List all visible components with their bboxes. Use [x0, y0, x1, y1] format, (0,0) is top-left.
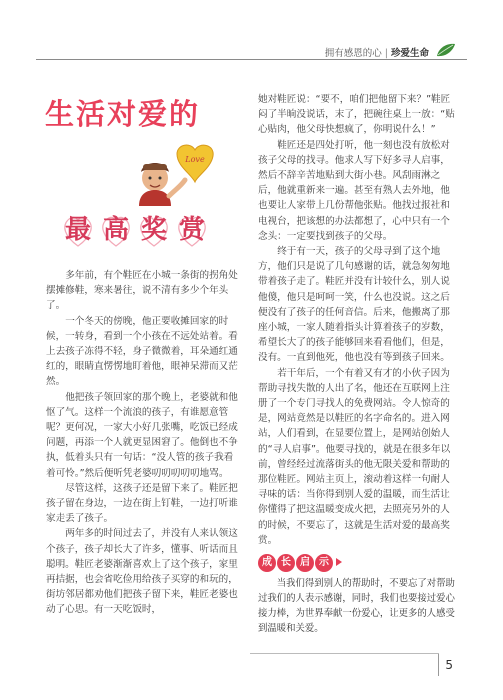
paragraph: 多年前，有个鞋匠在小城一条街的拐角处摆摊修鞋，寒来暑往，说不清有多少个年头了。 — [46, 270, 238, 312]
header-subsection: 珍爱生命 — [390, 48, 429, 59]
badge-char: 长 — [277, 554, 295, 572]
leaf-icon — [435, 42, 457, 58]
paragraph: 他把孩子领回家的那个晚上，老婆就和他怄了气。这样一个流浪的孩子，有谁愿意管呢？更何况，一家大小好几张嘴，吃饭已经成问题，再添一个人就更显困窘了。他倒也不争执，低着头只有一句话：“没人管的孩子我看着可怜。”然后便听凭老婆叨叨叨叨叨地骂。 — [46, 391, 238, 479]
article-subtitle — [60, 208, 210, 258]
article-title: 生活对爱的 — [44, 97, 200, 131]
cartoon-man-with-love-heart — [125, 140, 225, 206]
growth-insight-text: 当我们得到别人的帮助时，不要忘了对帮助过我们的人表示感谢，同时，我们也要接过爱心接力棒，为世界奉献一份爱心，让更多的人感受到温暖和关爱。 — [258, 578, 455, 635]
subtitle-char-3: 奖 — [136, 208, 172, 252]
page-number: 5 — [445, 658, 453, 672]
paragraph: 一个冬天的傍晚，他正要收摊回家的时候，一转身，看到一个小孩在不远处站着。看上去孩子冻得不轻，身子微微着，耳朵通红通红的，眼睛直愣愣地盯着他，眼神呆滞而又茫然。 — [46, 315, 238, 388]
page-header — [0, 0, 503, 59]
header-section: 拥有感恩的心 — [324, 48, 382, 59]
badge-char: 启 — [296, 554, 314, 572]
paragraph: 她对鞋匠说：“要不，咱们把他留下来？”鞋匠闷了半晌没说话，末了，把碗往桌上一放：“贴心贴肉，他父母快想疯了，你明说什么！” — [258, 94, 455, 136]
paragraph: 终于有一天，孩子的父母寻到了这个地方，他们只是说了几句感谢的话，就急匆匆地带着孩子走了。鞋匠并没有计较什么，别人说他傻，他只是呵呵一笑，什么也没说。这之后便没有了孩子的任何音信。后来，他搬离了那座小城，一家人随着指头计算着孩子的岁数，希望长大了的孩子能够回来看看他们，但是，没有。一直到他死，他也没有等到孩子回来。 — [258, 246, 450, 364]
subtitle-char-2: 高 — [98, 208, 134, 252]
footer-rule — [250, 653, 439, 654]
header-separator: | — [384, 48, 388, 59]
subtitle-char-1: 最 — [60, 208, 96, 252]
badge-char: 示 — [315, 554, 333, 572]
article-left-column — [46, 268, 242, 618]
subtitle-char-4: 赏 — [174, 208, 210, 252]
header-rule — [36, 59, 467, 60]
paragraph: 两年多的时间过去了，并没有人来认领这个孩子，孩子却长大了许多，懂事、听话而且聪明。鞋匠老婆渐渐喜欢上了这个孩子，家里再拮据，也会省吃俭用给孩子买穿的和玩的，街坊邻居都劝他们把孩子留下来，鞋匠老婆也动了心思。有一天吃饭时， — [46, 528, 238, 616]
badge-char: 成 — [258, 554, 276, 572]
cartoon-love-text: Love — [185, 155, 205, 164]
growth-insight-badge — [258, 554, 342, 572]
paragraph: 若干年后，一个有着又有才的小伙子因为帮助寻找失散的人出了名，他还在互联网上注册了一个专门寻找人的免费网站。令人惊奇的是，网站竟然是以鞋匠的名字命名的。进入网站，人们看到，在显要位置上，是网站创始人的“寻人启事”。他要寻找的，就是在很多年以前，曾经经过流落街头的他无限关爱和帮助的那位鞋匠。网站主页上，滚动着这样一句耐人寻味的话：当你得到别人爱的温暖，而生活让你懂得了把这温暖变成火把，去照亮另外的人的时候，不要忘了，这就是生活对爱的最高奖赏。 — [258, 367, 451, 546]
paragraph: 尽管这样，这孩子还是留下来了。鞋匠把孩子留在身边，一边在街上钉鞋，一边打听谁家走丢了孩子。 — [46, 482, 238, 525]
header-section-title — [325, 45, 429, 59]
badge-arrow-icon — [336, 558, 342, 566]
page-number-divider — [438, 654, 439, 676]
article-right-column — [258, 92, 458, 636]
paragraph: 鞋匠还是四处打听，他一刻也没有放松对孩子父母的找寻。他求人写下好多寻人启事，然后不辞辛苦地贴到大街小巷。风刮雨淋之后，他就重新来一遍。甚至有熟人去外地，他也要让人家带上几份帮他张贴。他找过报社和电视台，把该想的办法都想了，心中只有一个念头：一定要找到孩子的父母。 — [258, 139, 450, 242]
